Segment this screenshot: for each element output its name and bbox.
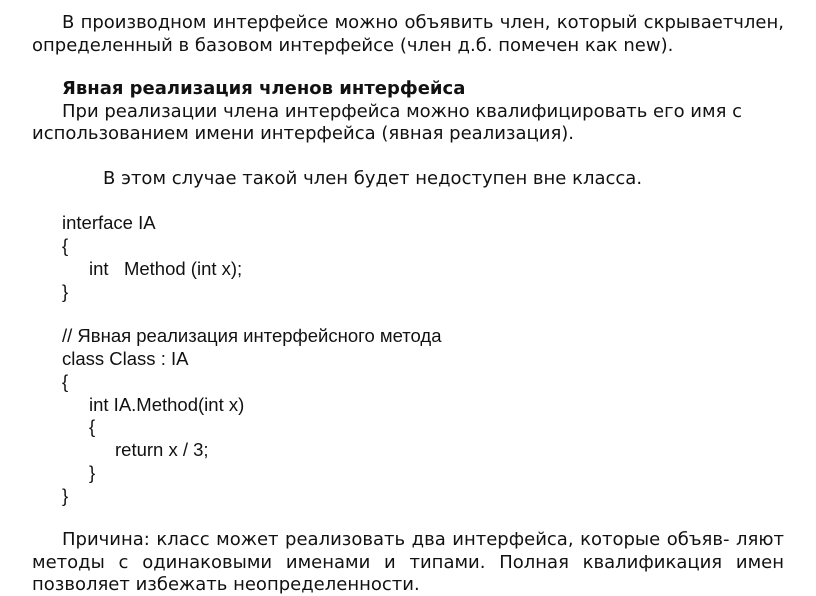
code-line: int IA.Method(int x) (89, 394, 245, 415)
paragraph-line: В производном интерфейсе можно объявить член, который скрываетчлен, (62, 12, 784, 33)
paragraph-line: При реализации члена интерфейса можно квалифицировать его имя с (62, 101, 743, 122)
code-line: } (89, 462, 96, 483)
code-line: } (62, 485, 69, 506)
code-line: interface IA (62, 212, 156, 233)
code-line: class Class : IA (62, 348, 189, 369)
code-line: { (62, 235, 69, 256)
paragraph-line: В этом случае такой член будет недоступен вне класса. (103, 168, 643, 189)
code-comment: // Явная реализация интерфейсного метода (62, 325, 442, 346)
paragraph-line: Причина: класс может реализовать два интерфейса, которые объяв- ляют (62, 529, 784, 550)
paragraph-line: определенный в базовом интерфейсе (член д.б. помечен как new). (32, 35, 674, 56)
paragraph-line: использованием имени интерфейса (явная реализация). (32, 123, 575, 144)
code-line: return x / 3; (115, 439, 209, 460)
code-line: } (62, 281, 69, 302)
code-line: { (89, 416, 96, 437)
code-line: { (62, 371, 69, 392)
paragraph-line: позволяет избежать неопределенности. (32, 574, 420, 595)
code-line: int Method (int x); (89, 258, 243, 279)
paragraph-line: методы с одинаковыми именами и типами. Полная квалификация имен (32, 552, 784, 573)
section-heading: Явная реализация членов интерфейса (62, 78, 466, 99)
